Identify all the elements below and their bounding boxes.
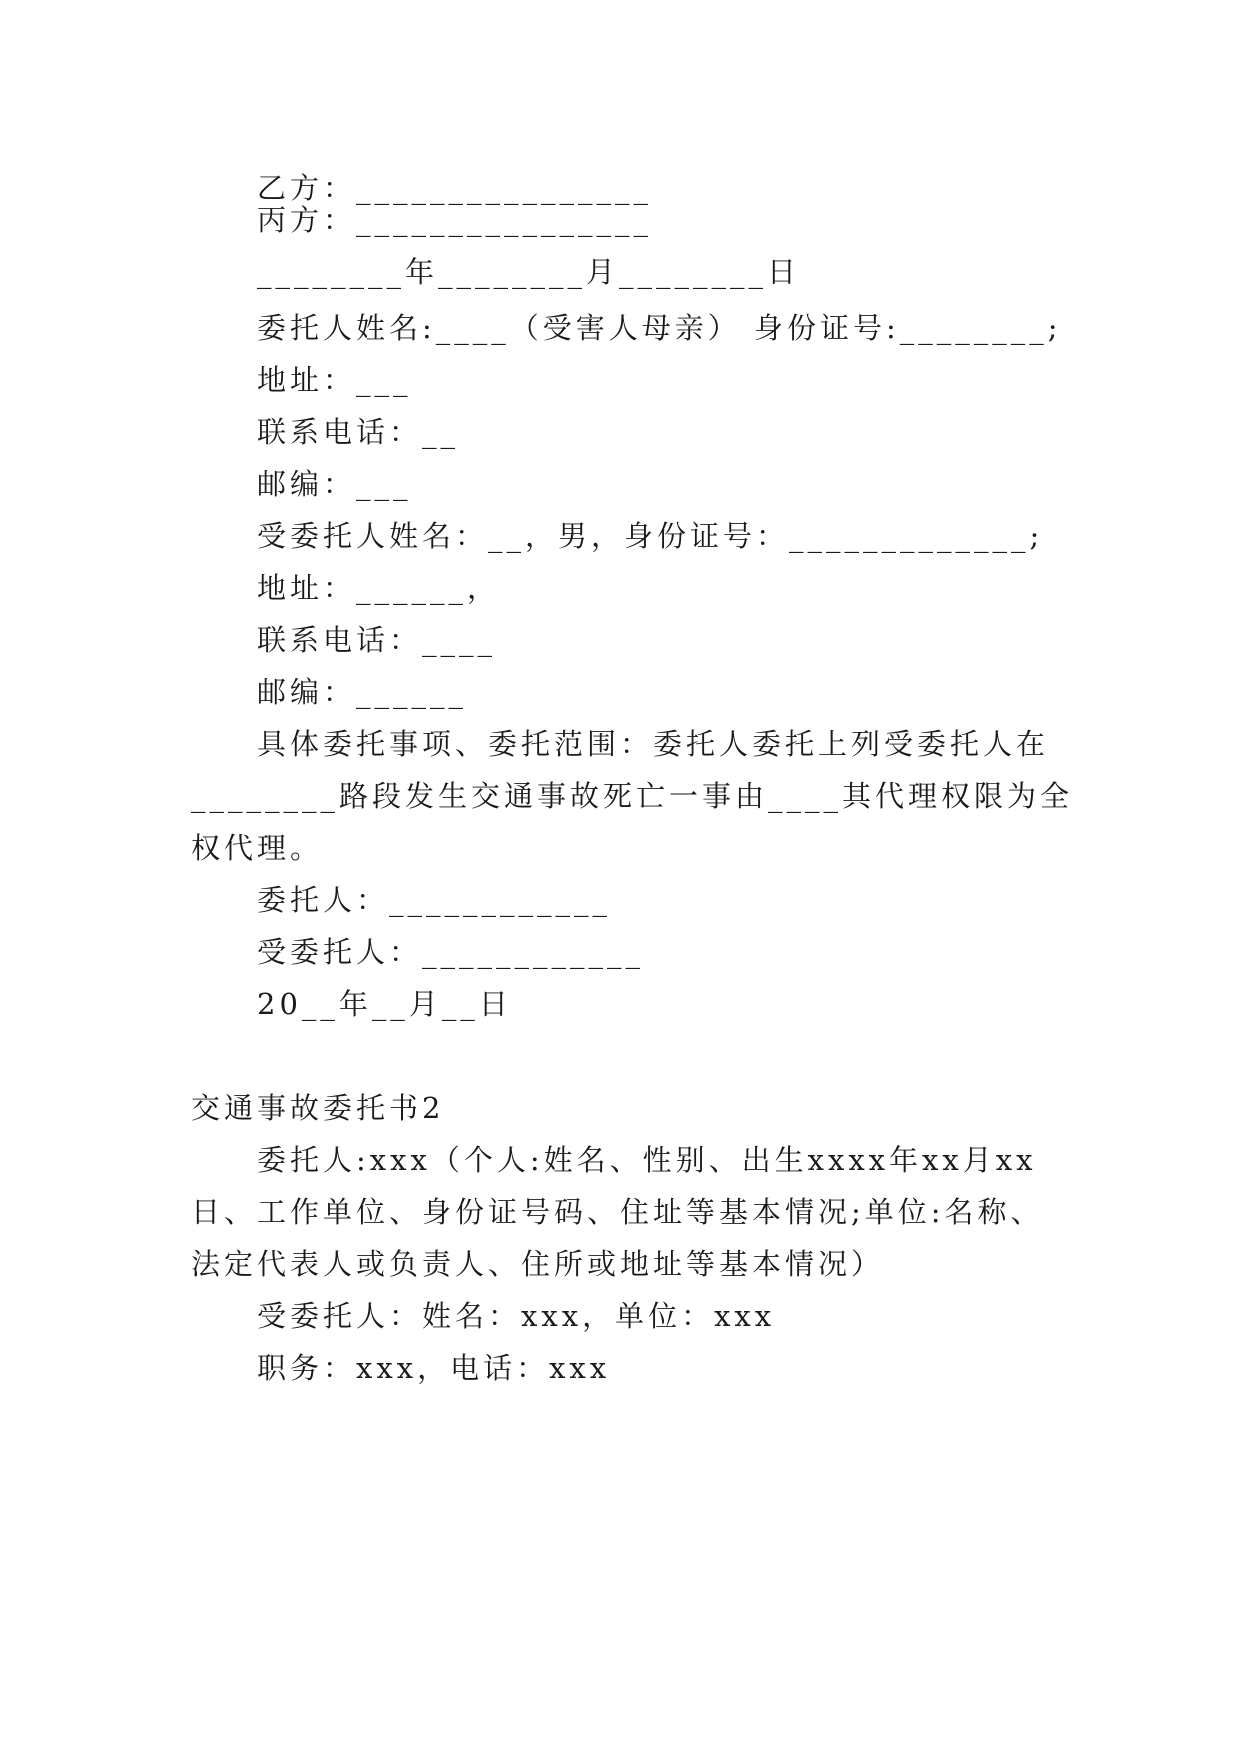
scope-paragraph-line-1: 具体委托事项、委托范围：委托人委托上列受委托人在 bbox=[257, 727, 1050, 761]
agent-signature-line: 受委托人：____________ bbox=[257, 935, 645, 969]
agent-info-line-1: 受委托人：姓名：xxx，单位：xxx bbox=[257, 1299, 776, 1333]
principal-postcode-line: 邮编：___ bbox=[257, 467, 412, 501]
principal-signature-line: 委托人：____________ bbox=[257, 883, 612, 917]
principal-info-line-3: 法定代表人或负责人、住所或地址等基本情况） bbox=[191, 1247, 885, 1281]
date-line: ________年________月________日 bbox=[257, 255, 801, 289]
scope-paragraph-line-2: ________路段发生交通事故死亡一事由____其代理权限为全 bbox=[191, 779, 1074, 813]
section-title: 交通事故委托书2 bbox=[191, 1091, 445, 1125]
principal-name-line: 委托人姓名:____（受害人母亲） 身份证号:________; bbox=[257, 311, 1062, 345]
agent-postcode-line: 邮编：______ bbox=[257, 675, 468, 709]
agent-phone-line: 联系电话：____ bbox=[257, 623, 497, 657]
principal-phone-line: 联系电话：__ bbox=[257, 415, 460, 449]
principal-info-line-2: 日、工作单位、身份证号码、住址等基本情况;单位:名称、 bbox=[191, 1195, 1044, 1229]
party-b-line: 乙方：________________ bbox=[257, 171, 653, 205]
party-c-line: 丙方：________________ bbox=[257, 203, 653, 237]
agent-address-line: 地址：______， bbox=[257, 571, 501, 605]
agent-name-line: 受委托人姓名：__，男，身份证号：_____________; bbox=[257, 519, 1044, 553]
principal-address-line: 地址：___ bbox=[257, 363, 412, 397]
agent-info-line-2: 职务：xxx，电话：xxx bbox=[257, 1351, 611, 1385]
principal-info-line-1: 委托人:xxx（个人:姓名、性别、出生xxxx年xx月xx bbox=[257, 1143, 1037, 1177]
scope-paragraph-line-3: 权代理。 bbox=[191, 831, 324, 865]
signature-date-line: 20__年__月__日 bbox=[257, 987, 512, 1021]
